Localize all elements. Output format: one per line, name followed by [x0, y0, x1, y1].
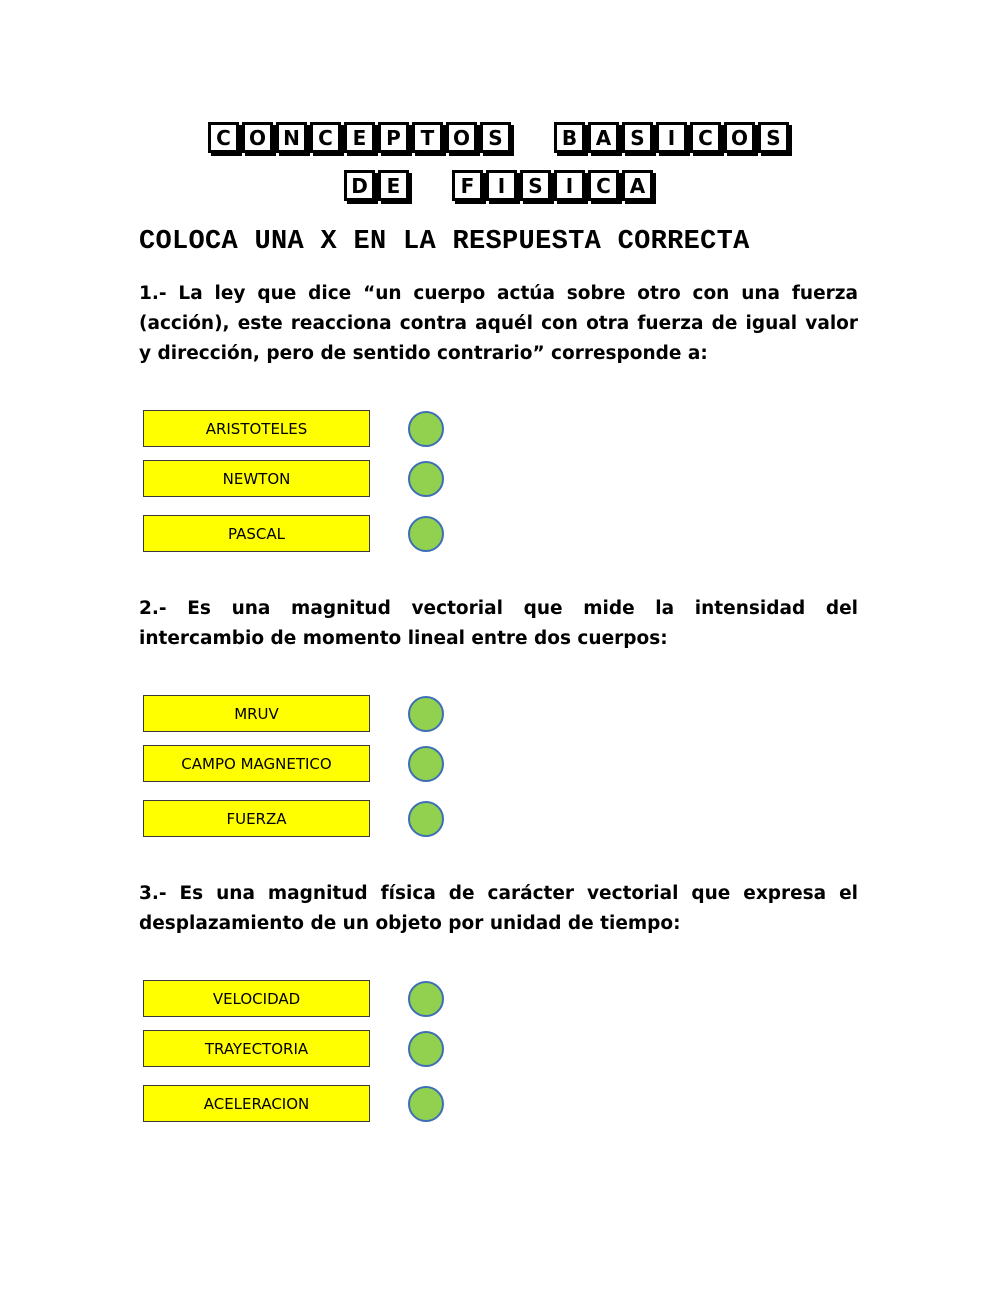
q2-radio-campo-magnetico[interactable]	[408, 746, 444, 782]
title-letter: S	[520, 170, 551, 201]
title-letter: D	[344, 170, 375, 201]
title-letter: S	[480, 122, 511, 153]
instructions-heading: COLOCA UNA X EN LA RESPUESTA CORRECTA	[139, 227, 750, 257]
title-letter: C	[310, 122, 341, 153]
title-letter: T	[412, 122, 443, 153]
title-word-basicos	[554, 122, 792, 153]
q2-option-fuerza[interactable]: FUERZA	[143, 800, 370, 837]
title-line-1	[0, 122, 1000, 153]
title-letter: F	[452, 170, 483, 201]
title-letter: I	[656, 122, 687, 153]
q1-option-newton[interactable]: NEWTON	[143, 460, 370, 497]
question-3-text: 3.- Es una magnitud física de carácter vectorial que expresa el desplazamiento de un objeto por unidad de tiempo:	[139, 883, 858, 934]
title-letter: C	[208, 122, 239, 153]
q1-radio-pascal[interactable]	[408, 516, 444, 552]
title-letter: P	[378, 122, 409, 153]
title-letter: C	[690, 122, 721, 153]
question-1-text: 1.- La ley que dice “un cuerpo actúa sobre otro con una fuerza (acción), este reacciona contra aquél con otra fuerza de igual valor y dirección, pero de sentido contrario” corresponde a:	[139, 283, 858, 364]
title-word-fisica	[452, 170, 656, 201]
q2-option-campo-magnetico[interactable]: CAMPO MAGNETICO	[143, 745, 370, 782]
q3-option-trayectoria[interactable]: TRAYECTORIA	[143, 1030, 370, 1067]
title-letter: S	[622, 122, 653, 153]
title-letter: E	[378, 170, 409, 201]
title-letter: O	[446, 122, 477, 153]
title-letter: O	[242, 122, 273, 153]
title-letter: I	[554, 170, 585, 201]
title-word-conceptos	[208, 122, 514, 153]
title-letter: S	[758, 122, 789, 153]
title-letter: I	[486, 170, 517, 201]
q1-option-pascal[interactable]: PASCAL	[143, 515, 370, 552]
q2-radio-fuerza[interactable]	[408, 801, 444, 837]
q1-radio-newton[interactable]	[408, 461, 444, 497]
title-line-2	[0, 170, 1000, 201]
title-letter: A	[588, 122, 619, 153]
title-word-de	[344, 170, 412, 201]
q1-option-aristoteles[interactable]: ARISTOTELES	[143, 410, 370, 447]
title-letter: A	[622, 170, 653, 201]
q2-option-mruv[interactable]: MRUV	[143, 695, 370, 732]
title-letter: B	[554, 122, 585, 153]
title-letter: E	[344, 122, 375, 153]
title-letter: N	[276, 122, 307, 153]
q3-option-aceleracion[interactable]: ACELERACION	[143, 1085, 370, 1122]
q3-radio-trayectoria[interactable]	[408, 1031, 444, 1067]
q3-option-velocidad[interactable]: VELOCIDAD	[143, 980, 370, 1017]
question-2-text: 2.- Es una magnitud vectorial que mide la intensidad del intercambio de momento lineal entre dos cuerpos:	[139, 598, 858, 649]
q3-radio-velocidad[interactable]	[408, 981, 444, 1017]
title-letter: C	[588, 170, 619, 201]
q1-radio-aristoteles[interactable]	[408, 411, 444, 447]
q3-radio-aceleracion[interactable]	[408, 1086, 444, 1122]
title-letter: O	[724, 122, 755, 153]
q2-radio-mruv[interactable]	[408, 696, 444, 732]
